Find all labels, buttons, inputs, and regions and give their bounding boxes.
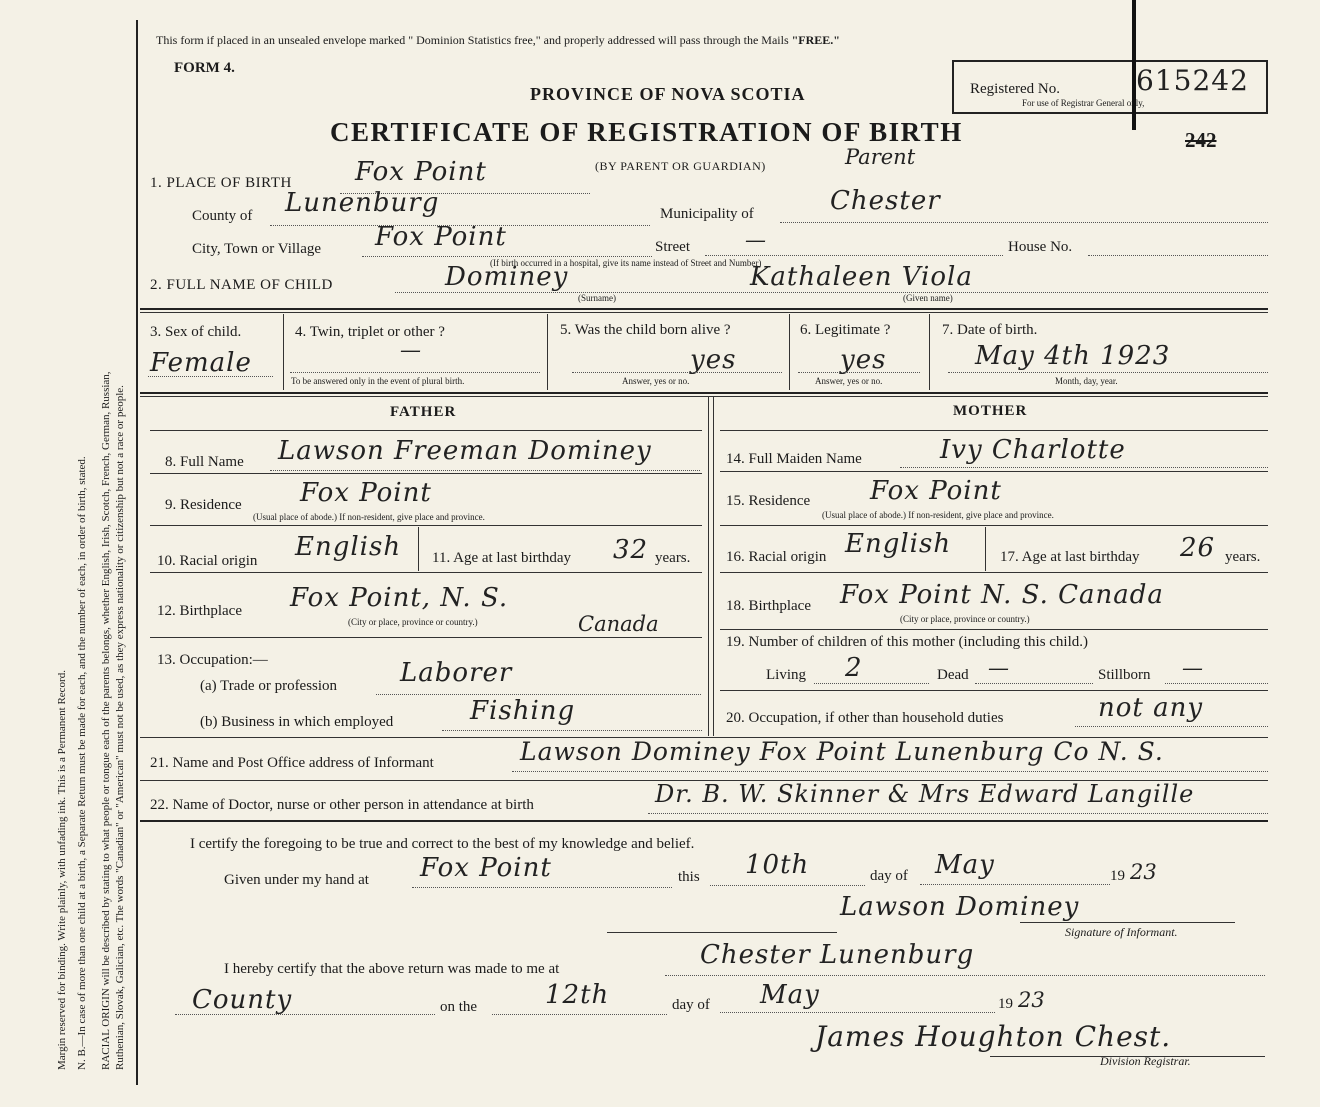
street-value: —	[745, 228, 766, 252]
municipality-label: Municipality of	[660, 206, 754, 222]
mother-occupation-label: 20. Occupation, if other than household duties	[726, 710, 1004, 726]
mother-stillborn-value: —	[1182, 656, 1203, 680]
left-margin-notes	[0, 0, 140, 1107]
mother-living-label: Living	[766, 667, 806, 683]
crossed-number: 242	[1185, 128, 1217, 152]
place-of-birth-label: 1. PLACE OF BIRTH	[150, 175, 292, 191]
father-age-label: 11. Age at last birthday	[432, 550, 571, 566]
mother-age-label: 17. Age at last birthday	[1000, 549, 1140, 565]
mother-name-value: Ivy Charlotte	[940, 435, 1126, 465]
father-birthplace-value: Fox Point, N. S.	[290, 583, 509, 613]
registrar-on-label: on the	[440, 999, 478, 1015]
registrar-county-value: County	[192, 985, 293, 1015]
registered-number-box	[952, 60, 1268, 114]
margin-note-racial-origin-2: Ruthenian, Slovak, Galician, etc. The words "Canadian" or "American" must not be used, as they express nationality or citizenship but not a race or people.	[114, 385, 126, 1070]
registered-label: Registered No.	[970, 81, 1060, 97]
form-number: FORM 4.	[174, 60, 235, 76]
certify-month-value: May	[935, 850, 995, 880]
informant-signature: Lawson Dominey	[840, 892, 1080, 922]
doctor-value: Dr. B. W. Skinner & Mrs Edward Langille	[655, 780, 1195, 808]
informant-value: Lawson Dominey Fox Point Lunenburg Co N. S.	[520, 737, 1164, 766]
certify-day-value: 10th	[745, 850, 810, 880]
dob-note: Month, day, year.	[1055, 376, 1118, 386]
father-birthplace-country: Canada	[578, 612, 659, 636]
mother-children-label: 19. Number of children of this mother (including this child.)	[726, 634, 1089, 650]
municipality-value: Chester	[830, 186, 941, 216]
registered-value: 615242	[1136, 64, 1249, 97]
county-value: Lunenburg	[285, 188, 440, 218]
dayof-label: day of	[870, 868, 908, 884]
alive-label: 5. Was the child born alive ?	[560, 322, 731, 338]
mother-age-value: 26	[1180, 533, 1216, 563]
alive-value: yes	[690, 345, 737, 375]
given-place-value: Fox Point	[420, 853, 552, 883]
father-residence-value: Fox Point	[300, 478, 432, 508]
father-business-value: Fishing	[470, 696, 576, 726]
page-title: CERTIFICATE OF REGISTRATION OF BIRTH	[330, 117, 963, 147]
twin-label: 4. Twin, triplet or other ?	[295, 324, 445, 340]
mail-notice: This form if placed in an unsealed envelope marked " Dominion Statistics free," and properly addressed will pass through the Mails "FREE."	[156, 33, 840, 47]
registrar-year-prefix: 19	[998, 996, 1013, 1012]
ink-mark	[1132, 0, 1136, 130]
mother-birthplace-note: (City or place, province or country.)	[900, 614, 1030, 624]
father-heading: FATHER	[390, 404, 457, 420]
county-label: County of	[192, 208, 253, 224]
margin-note-binding: Margin reserved for binding. Write plainly, with unfading ink. This is a Permanent Record.	[56, 670, 68, 1070]
father-name-value: Lawson Freeman Dominey	[278, 436, 652, 466]
father-birthplace-label: 12. Birthplace	[157, 603, 242, 619]
legitimate-note: Answer, yes or no.	[815, 376, 883, 386]
by-parent-guardian: (BY PARENT OR GUARDIAN)	[595, 159, 766, 173]
hospital-note: (If birth occurred in a hospital, give its name instead of Street and Number)	[490, 258, 762, 268]
certify-text: I certify the foregoing to be true and correct to the best of my knowledge and belief.	[190, 836, 695, 852]
registered-sub: For use of Registrar General only,	[1022, 98, 1145, 108]
doctor-label: 22. Name of Doctor, nurse or other person in attendance at birth	[150, 797, 534, 813]
surname-caption: (Surname)	[578, 293, 616, 303]
city-label: City, Town or Village	[192, 241, 322, 257]
place-of-birth-value: Fox Point	[355, 157, 487, 187]
alive-note: Answer, yes or no.	[622, 376, 690, 386]
mother-residence-value: Fox Point	[870, 476, 1002, 506]
registrar-dayof-label: day of	[672, 997, 710, 1013]
twin-note: To be answered only in the event of plural birth.	[291, 376, 465, 386]
registrar-year-value: 23	[1018, 988, 1045, 1012]
left-border	[136, 20, 138, 1085]
father-years-label: years.	[655, 550, 691, 566]
father-residence-label: 9. Residence	[165, 497, 242, 513]
mother-residence-note: (Usual place of abode.) If non-resident, give place and province.	[822, 510, 1054, 520]
father-occupation-label: 13. Occupation:—	[157, 652, 268, 668]
city-value: Fox Point	[375, 222, 507, 252]
father-age-value: 32	[613, 535, 649, 565]
registrar-month-value: May	[760, 980, 820, 1010]
registrar-text: I hereby certify that the above return was made to me at	[224, 961, 560, 977]
house-label: House No.	[1008, 239, 1073, 255]
dob-label: 7. Date of birth.	[942, 322, 1038, 338]
mother-dead-label: Dead	[937, 667, 969, 683]
mother-dead-value: —	[988, 656, 1009, 680]
this-label: this	[678, 869, 700, 885]
child-given-name: Kathaleen Viola	[750, 262, 973, 292]
by-parent-value: Parent	[845, 145, 916, 169]
sex-label: 3. Sex of child.	[150, 324, 242, 340]
certify-year-value: 23	[1130, 860, 1157, 884]
mother-heading: MOTHER	[953, 403, 1028, 419]
twin-value: —	[400, 338, 421, 362]
mother-birthplace-value: Fox Point N. S. Canada	[840, 580, 1164, 610]
sex-value: Female	[150, 348, 252, 378]
dob-value: May 4th 1923	[975, 341, 1171, 371]
father-trade-value: Laborer	[400, 658, 513, 688]
mother-birthplace-label: 18. Birthplace	[726, 598, 811, 614]
father-residence-note: (Usual place of abode.) If non-resident, give place and province.	[253, 512, 485, 522]
father-business-label: (b) Business in which employed	[200, 714, 394, 730]
father-racial-value: English	[295, 532, 402, 562]
informant-signature-caption: Signature of Informant.	[1065, 925, 1178, 939]
margin-note-multiple-births: N. B.—In case of more than one child at a birth, a Separate Return must be made for each, and the number of each, in order of birth, stated.	[76, 456, 88, 1070]
father-racial-label: 10. Racial origin	[157, 553, 258, 569]
mother-racial-value: English	[845, 529, 952, 559]
mother-name-label: 14. Full Maiden Name	[726, 451, 862, 467]
registrar-day-value: 12th	[545, 980, 610, 1010]
legitimate-value: yes	[840, 345, 887, 375]
mother-residence-label: 15. Residence	[726, 493, 811, 509]
father-birthplace-note: (City or place, province or country.)	[348, 617, 478, 627]
mother-years-label: years.	[1225, 549, 1261, 565]
given-caption: (Given name)	[903, 293, 953, 303]
registrar-signature: James Houghton Chest.	[815, 1020, 1172, 1053]
informant-label: 21. Name and Post Office address of Informant	[150, 755, 434, 771]
given-under-label: Given under my hand at	[224, 872, 369, 888]
margin-note-racial-origin: RACIAL ORIGIN will be described by stating to what people or tongue each of the parents belongs, whether English, Irish, Scotch, French, German, Russian,	[100, 371, 112, 1070]
registrar-place-value: Chester Lunenburg	[700, 940, 975, 970]
certify-year-prefix: 19	[1110, 868, 1125, 884]
mother-occupation-value: not any	[1098, 693, 1204, 723]
street-label: Street	[655, 239, 690, 255]
child-name-label: 2. FULL NAME OF CHILD	[150, 277, 333, 293]
legitimate-label: 6. Legitimate ?	[800, 322, 891, 338]
mother-racial-label: 16. Racial origin	[726, 549, 827, 565]
province-heading: PROVINCE OF NOVA SCOTIA	[530, 84, 806, 104]
mother-living-value: 2	[845, 653, 863, 683]
registrar-caption: Division Registrar.	[1100, 1054, 1191, 1068]
mother-stillborn-label: Stillborn	[1098, 667, 1151, 683]
father-name-label: 8. Full Name	[165, 454, 244, 470]
father-trade-label: (a) Trade or profession	[200, 678, 338, 694]
child-surname: Dominey	[445, 262, 569, 292]
